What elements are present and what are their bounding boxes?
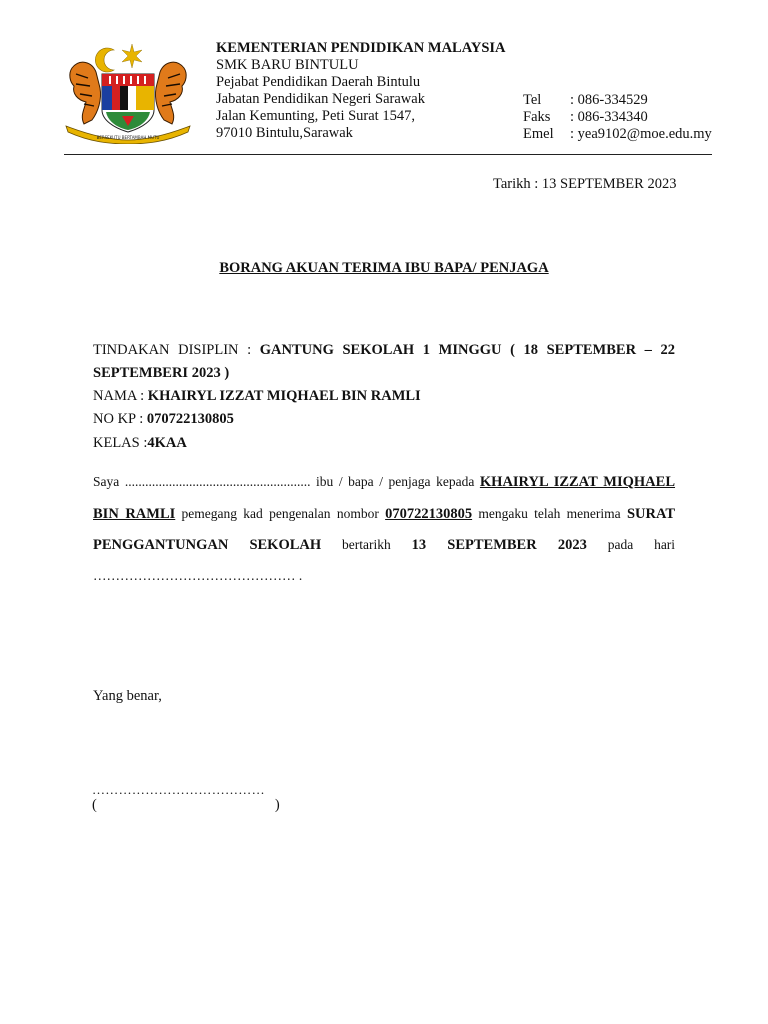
student-name-row	[93, 385, 421, 407]
declaration-text: hari	[654, 537, 676, 552]
contact-value: : yea9102@moe.edu.my	[570, 126, 712, 142]
declaration-line-1	[93, 471, 675, 493]
signature-line: …………………………………	[92, 782, 265, 797]
coat-of-arms-logo	[62, 40, 194, 144]
contact-fax	[523, 109, 648, 126]
class-label: KELAS :	[93, 435, 148, 451]
ic-label: NO KP :	[93, 411, 144, 427]
declaration-text: bertarikh	[342, 537, 391, 552]
closing-salutation: Yang benar,	[93, 688, 162, 704]
declaration-date: 13 SEPTEMBER 2023	[411, 537, 587, 553]
contact-label: Faks	[523, 109, 551, 125]
letterhead-divider	[64, 154, 712, 155]
state-department: Jabatan Pendidikan Negeri Sarawak	[216, 91, 425, 107]
district-office: Pejabat Pendidikan Daerah Bintulu	[216, 74, 421, 90]
form-title: BORANG AKUAN TERIMA IBU BAPA/ PENJAGA	[219, 260, 549, 276]
school-name: SMK BARU BINTULU	[216, 57, 359, 73]
disciplinary-action-line	[93, 339, 675, 361]
contact-tel	[523, 92, 648, 109]
declaration-text: Saya ....................................................... ibu / bapa / penjaga kepada	[93, 474, 475, 489]
address-line-1: Jalan Kemunting, Peti Surat 1547,	[216, 108, 415, 124]
declaration-day-blank: ……………………………………… .	[93, 568, 303, 583]
declaration-student-name: KHAIRYL IZZAT MIQHAEL	[479, 474, 676, 490]
ic-number: 070722130805	[146, 411, 234, 427]
declaration-text: pemegang kad pengenalan nombor	[181, 506, 379, 521]
name-label: NAMA :	[93, 388, 145, 404]
contact-email	[523, 126, 712, 143]
class-row	[93, 432, 187, 454]
class-value: 4KAA	[147, 435, 187, 451]
declaration-text: mengaku telah menerima	[478, 506, 621, 521]
contact-label: Emel	[523, 126, 554, 142]
declaration-line-3	[93, 534, 675, 556]
address-line-2: 97010 Bintulu,Sarawak	[216, 125, 353, 141]
contact-value: : 086-334529	[570, 92, 648, 108]
student-name: KHAIRYL IZZAT MIQHAEL BIN RAMLI	[147, 388, 421, 404]
contact-value: : 086-334340	[570, 109, 648, 125]
declaration-ic-number: 070722130805	[385, 506, 473, 522]
declaration-letter-type: SURAT	[626, 506, 676, 522]
declaration-text: pada	[607, 537, 634, 552]
action-label: TINDAKAN DISIPLIN	[93, 342, 239, 358]
letter-date: Tarikh : 13 SEPTEMBER 2023	[493, 176, 677, 192]
contact-label: Tel	[523, 92, 542, 108]
signatory-name-brackets	[92, 797, 280, 814]
declaration-student-name-cont: BIN RAMLI	[93, 506, 176, 522]
crest-motto: BERSEKUTU BERTAMBAH MUTU	[96, 135, 160, 140]
action-value: GANTUNG SEKOLAH 1 MINGGU ( 18 SEPTEMBER – 22	[259, 342, 676, 358]
ic-number-row	[93, 408, 234, 430]
declaration-line-2	[93, 503, 675, 525]
action-sep: :	[247, 342, 252, 358]
declaration-letter-type-cont: PENGGANTUNGAN SEKOLAH	[93, 537, 322, 553]
ministry-name: KEMENTERIAN PENDIDIKAN MALAYSIA	[216, 40, 506, 56]
action-value-continued: SEPTEMBERI 2023 )	[93, 365, 230, 381]
paren-open: (	[92, 797, 97, 813]
paren-close: )	[274, 797, 280, 813]
